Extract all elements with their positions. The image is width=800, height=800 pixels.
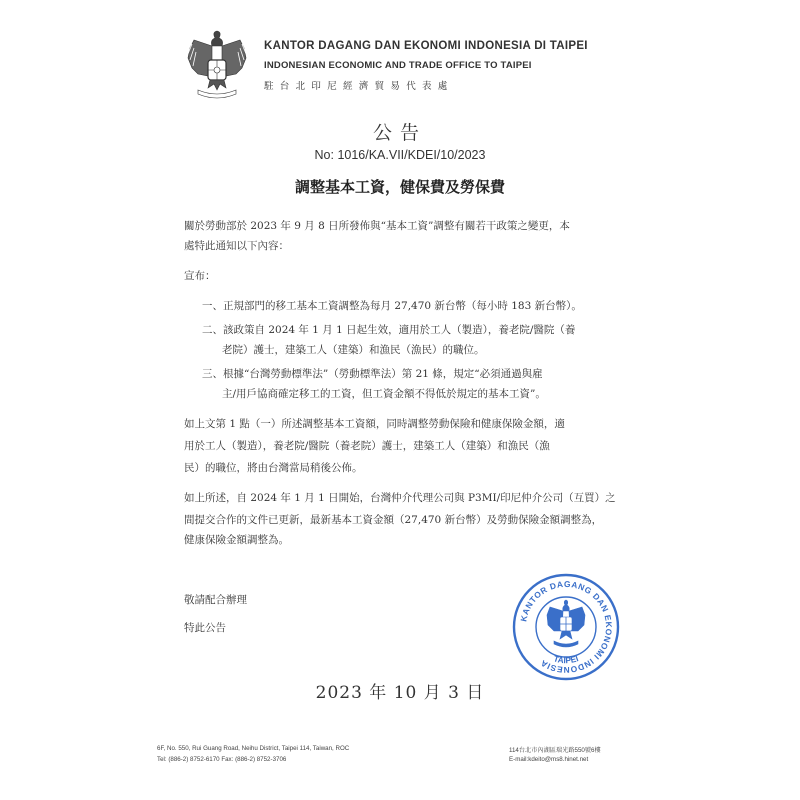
list-item: 二、該政策自 2024 年 1 月 1 日起生效，適用於工人（製造），養老院/醫院（養: [202, 324, 576, 336]
closing-notice: 特此公告: [184, 622, 226, 634]
announce-label: 宣布：: [184, 270, 216, 282]
paragraph-line: 健康保險金額調整為。: [184, 534, 289, 546]
reference-number: No: 1016/KA.VII/KDEI/10/2023: [314, 148, 486, 162]
notice-heading: 公告: [372, 122, 427, 144]
paragraph-line: 用於工人（製造），養老院/醫院（養老院）護士，建築工人（建築）和漁民（漁: [184, 440, 550, 452]
list-item: 三、根據“台灣勞動標準法”（勞動標準法）第 21 條，規定“必須通過與雇: [202, 368, 543, 380]
paragraph-line: 如上文第 1 點（一）所述調整基本工資額，同時調整勞動保險和健康保險金額，適: [184, 418, 565, 430]
org-name-english: INDONESIAN ECONOMIC AND TRADE OFFICE TO TAIPEI: [264, 60, 532, 71]
list-item-continuation: 主/用戶協商確定移工的工資，但工資金額不得低於規定的基本工資”。: [222, 388, 546, 400]
footer-email: E-mail:kdeito@ms8.hinet.net: [509, 756, 589, 763]
org-name-indonesian: KANTOR DAGANG DAN EKONOMI INDONESIA DI TAIPEI: [264, 40, 588, 52]
stamp-bottom-text: TAIPEI: [552, 653, 580, 666]
intro-line: 處特此通知以下內容：: [184, 240, 289, 252]
document-date: 2023 年 10 月 3 日: [315, 683, 485, 703]
list-item-continuation: 老院）護士，建築工人（建築）和漁民（漁民）的職位。: [222, 344, 485, 356]
closing-request: 敬請配合辦理: [184, 594, 247, 606]
footer-address-zh: 114台北市內湖區瑞光路550號6樓: [509, 747, 601, 754]
footer-tel-fax: Tel: (886-2) 8752-6170 Fax: (886-2) 8752-3706: [157, 756, 287, 763]
notice-subject: 調整基本工資，健保費及勞保費: [294, 178, 505, 196]
org-name-chinese: 駐台北印尼經濟貿易代表處: [264, 81, 454, 92]
paragraph-line: 民）的職位，將由台灣當局稍後公佈。: [184, 462, 363, 474]
intro-line: 關於勞動部於 2023 年 9 月 8 日所發佈與“基本工資”調整有關若干政策之變更，本: [184, 220, 570, 232]
garuda-emblem: [184, 30, 250, 102]
svg-text:TAIPEI: [552, 653, 579, 665]
list-item: 一、正規部門的移工基本工資調整為每月 27,470 新台幣（每小時 183 新台幣）。: [202, 300, 582, 312]
footer-address-en: 6F, No. 550, Rui Guang Road, Neihu District, Taipei 114, Taiwan, ROC: [157, 745, 350, 752]
paragraph-line: 間提交合作的文件已更新，最新基本工資金額（27,470 新台幣）及勞動保險金額調整為，: [184, 514, 603, 526]
paragraph-line: 如上所述，自 2024 年 1 月 1 日開始，台灣仲介代理公司與 P3MI/印尼仲介公司（互買）之: [184, 492, 616, 504]
stamp-ring-text: KANTOR DAGANG DAN EKONOMI INDONESIA: [518, 578, 615, 676]
official-stamp: [510, 571, 622, 683]
